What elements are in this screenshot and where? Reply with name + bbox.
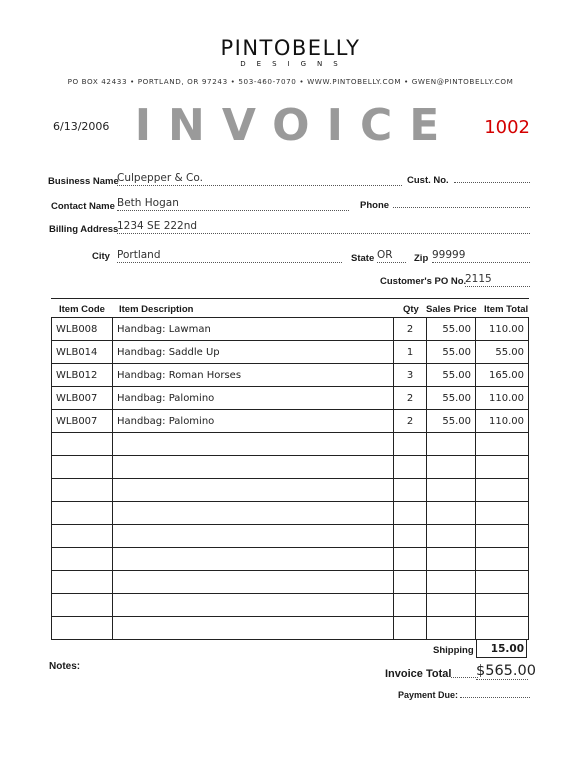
cell-item-description[interactable]	[113, 479, 394, 502]
company-contact-line: PO BOX 42433 • PORTLAND, OR 97243 • 503-460-7070 • WWW.PINTOBELLY.COM • GWEN@PINTOBELLY.COM	[67, 77, 514, 86]
cell-qty[interactable]	[394, 456, 427, 479]
city-field[interactable]: Portland	[117, 249, 342, 263]
table-row	[52, 364, 529, 387]
cell-item-description[interactable]: Handbag: Lawman	[113, 318, 394, 341]
table-row	[52, 433, 529, 456]
cell-item-code[interactable]	[52, 548, 113, 571]
table-row	[52, 456, 529, 479]
table-row	[52, 502, 529, 525]
cell-item-code[interactable]: WLB008	[52, 318, 113, 341]
cell-item-total[interactable]	[476, 617, 529, 640]
zip-field[interactable]: 99999	[432, 249, 530, 263]
customer-po-label: Customer's PO No.	[380, 276, 467, 287]
cell-item-description[interactable]	[113, 456, 394, 479]
table-row	[52, 410, 529, 433]
cell-qty[interactable]	[394, 502, 427, 525]
table-row	[52, 548, 529, 571]
cell-item-description[interactable]	[113, 548, 394, 571]
cell-sales-price[interactable]	[427, 502, 476, 525]
cell-sales-price[interactable]: 55.00	[427, 410, 476, 433]
cell-qty[interactable]: 2	[394, 318, 427, 341]
cell-qty[interactable]	[394, 594, 427, 617]
zip-label: Zip	[414, 253, 429, 264]
invoice-total-label: Invoice Total	[385, 668, 452, 680]
cell-qty[interactable]	[394, 525, 427, 548]
cell-qty[interactable]: 1	[394, 341, 427, 364]
cell-item-description[interactable]: Handbag: Roman Horses	[113, 364, 394, 387]
invoice-total-leader	[451, 669, 478, 678]
cell-item-code[interactable]: WLB012	[52, 364, 113, 387]
table-row	[52, 387, 529, 410]
invoice-date: 6/13/2006	[53, 120, 110, 133]
table-row	[52, 525, 529, 548]
col-header-qty: Qty	[403, 304, 419, 315]
cell-item-description[interactable]	[113, 433, 394, 456]
table-row	[52, 571, 529, 594]
cell-sales-price[interactable]: 55.00	[427, 387, 476, 410]
cell-item-code[interactable]	[52, 502, 113, 525]
billing-address-field[interactable]: 1234 SE 222nd	[117, 220, 530, 234]
contact-name-field[interactable]: Beth Hogan	[117, 197, 349, 211]
cell-sales-price[interactable]: 55.00	[427, 364, 476, 387]
cell-qty[interactable]	[394, 479, 427, 502]
cell-item-code[interactable]: WLB007	[52, 410, 113, 433]
cell-sales-price[interactable]: 55.00	[427, 341, 476, 364]
cell-qty[interactable]	[394, 617, 427, 640]
invoice-number: 1002	[484, 117, 530, 138]
cell-item-total[interactable]: 55.00	[476, 341, 529, 364]
contact-name-label: Contact Name	[51, 201, 115, 212]
cell-sales-price[interactable]	[427, 456, 476, 479]
cell-sales-price[interactable]	[427, 433, 476, 456]
cell-item-description[interactable]	[113, 571, 394, 594]
cell-item-total[interactable]	[476, 456, 529, 479]
cell-item-code[interactable]	[52, 525, 113, 548]
business-name-label: Business Name	[48, 176, 119, 187]
col-header-item-code: Item Code	[59, 304, 105, 315]
cell-qty[interactable]: 3	[394, 364, 427, 387]
business-name-field[interactable]: Culpepper & Co.	[117, 172, 402, 186]
table-row	[52, 479, 529, 502]
cell-item-total[interactable]	[476, 548, 529, 571]
col-header-item-total: Item Total	[484, 304, 529, 315]
table-header-divider	[51, 298, 529, 299]
cell-item-total[interactable]	[476, 479, 529, 502]
customer-po-field[interactable]: 2115	[465, 273, 530, 287]
payment-due-field[interactable]	[460, 687, 530, 698]
city-label: City	[92, 251, 110, 262]
cell-qty[interactable]	[394, 548, 427, 571]
cell-item-total[interactable]	[476, 594, 529, 617]
table-row	[52, 318, 529, 341]
table-row	[52, 594, 529, 617]
cell-qty[interactable]	[394, 433, 427, 456]
cell-item-code[interactable]	[52, 456, 113, 479]
invoice-total-amount[interactable]: $565.00	[476, 663, 536, 679]
cell-sales-price[interactable]	[427, 479, 476, 502]
cell-item-total[interactable]	[476, 502, 529, 525]
cell-sales-price[interactable]	[427, 594, 476, 617]
cell-item-description[interactable]: Handbag: Saddle Up	[113, 341, 394, 364]
col-header-sales-price: Sales Price	[426, 304, 477, 315]
cust-no-field[interactable]	[454, 169, 530, 183]
cell-sales-price[interactable]	[427, 548, 476, 571]
cell-item-total[interactable]	[476, 571, 529, 594]
cell-item-total[interactable]	[476, 525, 529, 548]
cell-item-total[interactable]: 110.00	[476, 318, 529, 341]
cell-item-code[interactable]	[52, 617, 113, 640]
invoice-title: INVOICE	[134, 100, 457, 151]
brand-logo-text: PINTOBELLY	[220, 36, 361, 60]
state-field[interactable]: OR	[377, 249, 406, 263]
table-row	[52, 617, 529, 640]
phone-label: Phone	[360, 200, 390, 211]
cell-item-description[interactable]	[113, 502, 394, 525]
cell-item-description[interactable]	[113, 617, 394, 640]
cell-sales-price[interactable]	[427, 525, 476, 548]
cell-qty[interactable]	[394, 571, 427, 594]
cell-item-description[interactable]: Handbag: Palomino	[113, 387, 394, 410]
cell-item-code[interactable]: WLB007	[52, 387, 113, 410]
cell-item-code[interactable]	[52, 571, 113, 594]
table-row	[52, 341, 529, 364]
cell-item-description[interactable]	[113, 594, 394, 617]
cell-item-code[interactable]	[52, 479, 113, 502]
cell-item-total[interactable]: 165.00	[476, 364, 529, 387]
cell-item-description[interactable]	[113, 525, 394, 548]
cell-item-description[interactable]: Handbag: Palomino	[113, 410, 394, 433]
cell-item-total[interactable]: 110.00	[476, 410, 529, 433]
invoice-items-table	[51, 317, 529, 640]
cust-no-label: Cust. No.	[407, 175, 449, 186]
payment-due-label: Payment Due:	[398, 690, 459, 700]
cell-item-code[interactable]: WLB014	[52, 341, 113, 364]
cell-qty[interactable]: 2	[394, 410, 427, 433]
cell-item-total[interactable]	[476, 433, 529, 456]
billing-address-label: Billing Address	[49, 224, 119, 235]
notes-label: Notes:	[49, 661, 81, 672]
cell-item-code[interactable]	[52, 433, 113, 456]
state-label: State	[351, 253, 375, 264]
cell-item-total[interactable]: 110.00	[476, 387, 529, 410]
shipping-amount[interactable]: 15.00	[476, 639, 527, 658]
cell-item-code[interactable]	[52, 594, 113, 617]
cell-sales-price[interactable]: 55.00	[427, 318, 476, 341]
cell-qty[interactable]: 2	[394, 387, 427, 410]
cell-sales-price[interactable]	[427, 617, 476, 640]
col-header-item-description: Item Description	[119, 304, 194, 315]
brand-subtitle: DESIGNS	[240, 60, 349, 68]
shipping-label: Shipping	[433, 645, 474, 656]
phone-field[interactable]	[393, 194, 530, 208]
cell-sales-price[interactable]	[427, 571, 476, 594]
